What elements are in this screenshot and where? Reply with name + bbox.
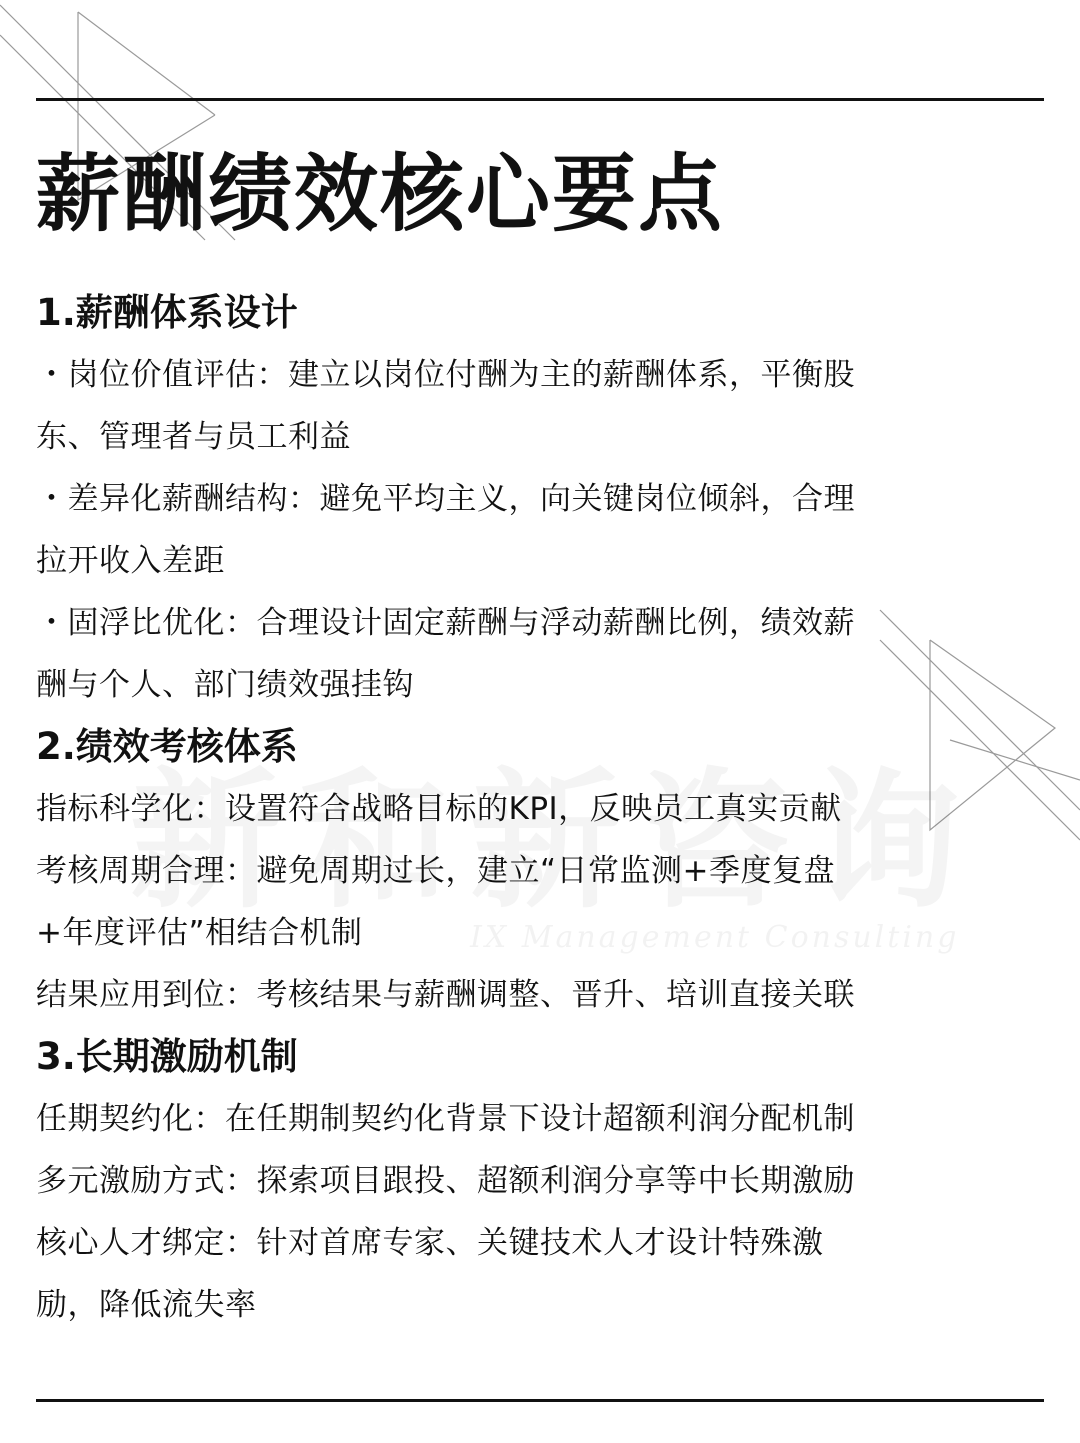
bullet-line: ・差异化薪酬结构：避免平均主义，向关键岗位倾斜，合理 [36, 481, 855, 517]
bullet-line: 多元激励方式：探索项目跟投、超额利润分享等中长期激励 [36, 1163, 855, 1199]
bullet-line: 励，降低流失率 [36, 1287, 257, 1323]
top-rule [36, 98, 1044, 101]
section-heading: 1.薪酬体系设计 [36, 291, 298, 334]
section-heading: 3.长期激励机制 [36, 1035, 298, 1078]
bullet-line: 结果应用到位：考核结果与薪酬调整、晋升、培训直接关联 [36, 977, 855, 1013]
watermark-subtext: IX Management Consulting [470, 920, 960, 955]
bullet-line: +年度评估”相结合机制 [36, 915, 363, 951]
content-body [36, 282, 976, 1336]
bullet-line: ・固浮比优化：合理设计固定薪酬与浮动薪酬比例，绩效薪 [36, 605, 855, 641]
bullet-line: 酬与个人、部门绩效强挂钩 [36, 667, 414, 703]
bullet-line: 核心人才绑定：针对首席专家、关键技术人才设计特殊激 [36, 1225, 824, 1261]
section-long-term-incentive [36, 1026, 976, 1336]
bottom-rule [36, 1399, 1044, 1402]
section-performance-appraisal [36, 716, 976, 1026]
bullet-line: 东、管理者与员工利益 [36, 419, 351, 455]
page-title: 薪酬绩效核心要点 [36, 145, 725, 243]
bullet-line: 考核周期合理：避免周期过长，建立“日常监测+季度复盘 [36, 853, 836, 889]
bullet-line: 任期契约化：在任期制契约化背景下设计超额利润分配机制 [36, 1101, 855, 1137]
bullet-line: 指标科学化：设置符合战略目标的KPI，反映员工真实贡献 [36, 791, 842, 827]
bullet-line: ・岗位价值评估：建立以岗位付酬为主的薪酬体系，平衡股 [36, 357, 855, 393]
bullet-line: 拉开收入差距 [36, 543, 225, 579]
section-heading: 2.绩效考核体系 [36, 725, 298, 768]
section-pay-system [36, 282, 976, 716]
